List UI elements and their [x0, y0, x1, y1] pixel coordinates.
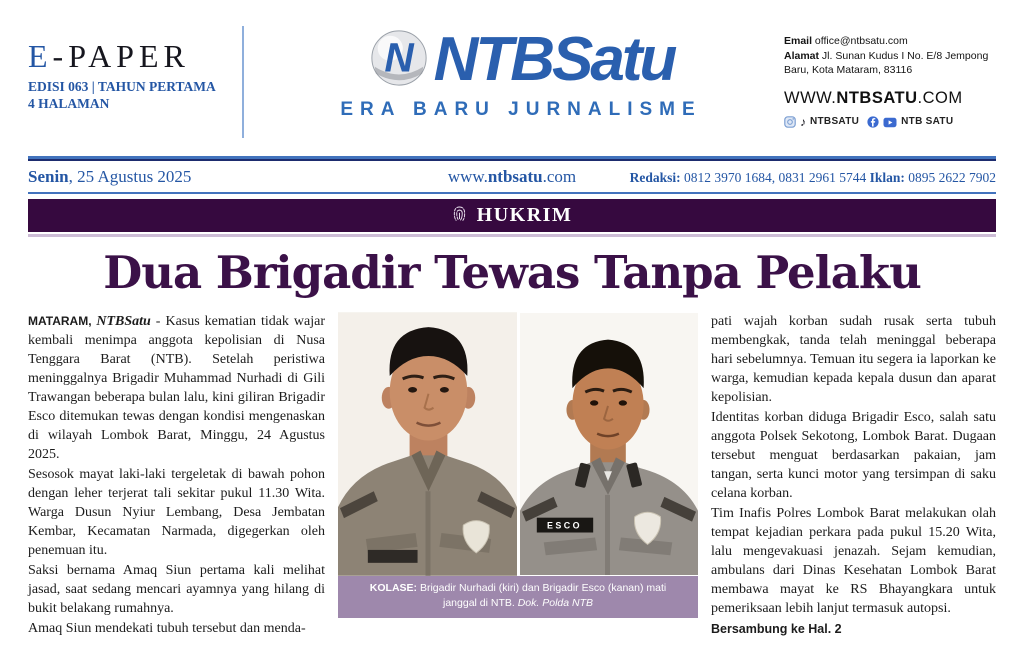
epaper-edition: EDISI 063 | TAHUN PERTAMA	[28, 79, 216, 94]
svg-text:N: N	[383, 34, 414, 81]
section-label: HUKRIM	[476, 204, 573, 226]
photo-collage	[338, 312, 698, 576]
website-line	[784, 87, 996, 110]
website-pre: WWW.	[784, 89, 837, 108]
tiktok-icon: ♪	[800, 115, 806, 130]
esco-nametag: ESCO	[546, 520, 583, 531]
dateline-date-rest: , 25 Agustus 2025	[68, 167, 192, 186]
article-columns	[0, 296, 1024, 640]
section-bar	[28, 199, 996, 232]
social-handle: NTBSATU	[810, 116, 860, 128]
site-post: .com	[542, 167, 577, 186]
headline: Dua Brigadir Tewas Tanpa Pelaku	[103, 246, 921, 299]
contact-email-value: office@ntbsatu.com	[812, 35, 908, 47]
dateline-date	[28, 167, 448, 187]
logo-row	[368, 26, 675, 93]
contact-address-label: Alamat	[784, 49, 820, 62]
dateline-site	[448, 167, 576, 187]
paragraph: Sesosok mayat laki-laki tergeletak di bawah pohon dengan leher terjerat tali sekitar pukul 11.30 Wita. Warga Dusun Nyiur Lembang, Desa Jembatan Kembar, Kecamatan Narmada, digegerkan oleh penemuan itu.	[28, 467, 325, 559]
iklan-label: Iklan:	[869, 170, 905, 185]
contact-address	[784, 49, 996, 78]
redaksi-label: Redaksi:	[629, 170, 681, 185]
contact-email	[784, 34, 996, 49]
masthead	[0, 0, 1024, 156]
lead-text: Kasus kematian tidak wajar kembali menimpa anggota kepolisian di Nusa Tenggara Barat (NTB). Setelah peristiwa meninggalnya Brigadir Muhammad Nurhadi di Gili Trawangan beberapa bulan lalu, kini giliran Brigadir Esco ditemukan tewas dengan kondisi mengenaskan di wilayah Lombok Barat, Minggu, 24 Agustus 2025.	[28, 314, 325, 463]
website-domain: NTBSATU	[836, 89, 918, 108]
photo-caption	[338, 576, 698, 617]
photo-caption-credit: Dok. Polda NTB	[517, 597, 593, 610]
paragraph: Tim Inafis Polres Lombok Barat melakukan olah tempat kejadian perkara pada pukul 15.20 Wita, lalu mengevakuasi jenazah. Sejam kemudian, ambulans dari Dinas Kesehatan Lombok Barat membawa mayat ke RS Bhayangkara untuk pemeriksaan lebih lanjut termasuk autopsi.	[711, 506, 996, 617]
article-col-left	[28, 312, 325, 640]
epaper-pages: 4 HALAMAN	[28, 96, 110, 111]
contact-address-value: Jl. Sunan Kudus I No. E/8 Jempong Baru, Kota Mataram, 83116	[784, 49, 989, 77]
epaper-title	[28, 38, 240, 75]
lead-paragraph	[28, 312, 325, 464]
site-bold: ntbsatu	[487, 167, 543, 186]
globe-n-icon	[368, 26, 430, 93]
article-col-right	[711, 312, 996, 640]
logo-tagline: ERA BARU JURNALISME	[340, 99, 702, 120]
lead-brand: NTBSatu	[96, 314, 151, 330]
dateline	[0, 161, 1024, 192]
continuation-note: Bersambung ke Hal. 2	[711, 622, 842, 637]
dateline-rule	[28, 192, 996, 194]
logo-block	[258, 24, 784, 121]
website-post: .COM	[917, 89, 963, 108]
iklan-value: 0895 2622 7902	[904, 170, 997, 185]
paragraph: Identitas korban diduga Brigadir Esco, salah satu anggota Polsek Sekotong, Lombok Barat. Dugaan tersebut menguat berdasarkan pakaian, jam tangan, serta kunci motor yang tersimpan di saku celana korban.	[711, 410, 996, 502]
social-row	[784, 115, 996, 129]
lead-city: MATARAM,	[28, 314, 97, 329]
photo-block	[338, 312, 698, 640]
masthead-divider	[242, 26, 244, 138]
epaper-title-initial: E	[28, 38, 53, 74]
social-handle-alt: NTB SATU	[901, 116, 954, 128]
section-underline	[28, 234, 996, 237]
epaper-title-rest: -PAPER	[52, 38, 190, 74]
photo-brigadir-esco	[520, 312, 698, 576]
instagram-icon	[784, 116, 796, 128]
contact-email-label: Email	[784, 35, 813, 47]
dateline-contacts	[576, 170, 996, 186]
fingerprint-icon	[452, 204, 467, 228]
facebook-icon	[867, 116, 879, 128]
youtube-icon	[883, 117, 897, 128]
logo-name: NTBSatu	[433, 24, 675, 94]
paragraph: Saksi bernama Amaq Siun pertama kali melihat jasad, saat sedang mencari ayamnya yang hilang di bukit belakang rumahnya.	[28, 563, 325, 617]
paragraph: pati wajah korban sudah rusak serta tubuh membengkak, tanda telah meninggal beberapa hari sebelumnya. Temuan itu segera ia laporkan ke warga, kemudian kepada kepala dusun dan aparat kepolisian.	[711, 314, 996, 406]
photo-caption-text: Brigadir Nurhadi (kiri) dan Brigadir Esco (kanan) mati janggal di NTB.	[417, 582, 667, 610]
lead-sep: -	[150, 314, 166, 330]
paragraph: Amaq Siun mendekati tubuh tersebut dan menda-	[28, 621, 306, 637]
epaper-block	[28, 24, 240, 112]
contact-block	[784, 24, 996, 129]
redaksi-value: 0812 3970 1684, 0831 2961 5744	[680, 170, 870, 185]
site-pre: www.	[447, 167, 488, 186]
dateline-day: Senin	[28, 167, 69, 186]
photo-caption-label: KOLASE:	[369, 582, 418, 595]
photo-brigadir-nurhadi	[338, 312, 517, 576]
